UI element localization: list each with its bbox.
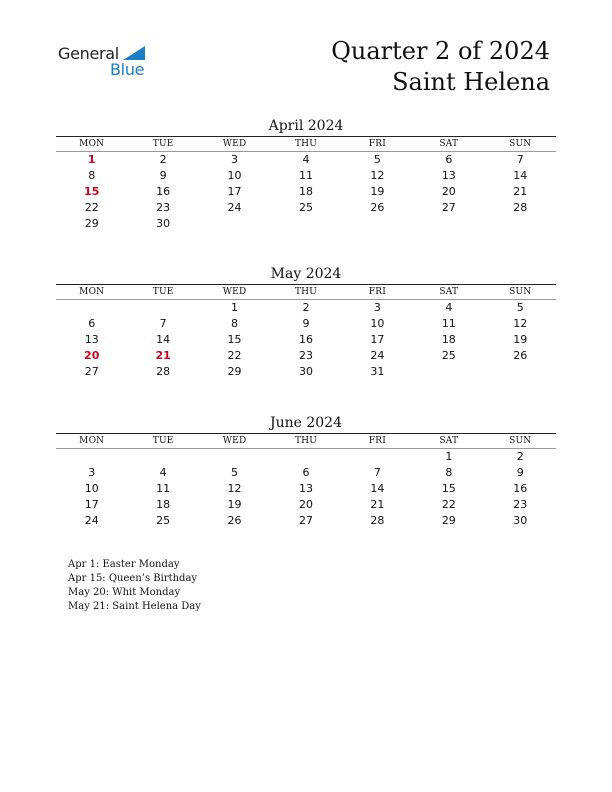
weekday-header-row <box>56 285 556 299</box>
day-cell: 10 <box>370 317 385 330</box>
logo-triangle-icon <box>123 46 145 60</box>
day-cell: 29 <box>84 217 99 230</box>
day-cell: 10 <box>84 482 99 495</box>
month-title: June 2024 <box>269 415 342 431</box>
weekday-label: WED <box>222 436 247 446</box>
day-cell: 19 <box>370 185 385 198</box>
weekday-label: THU <box>294 436 317 446</box>
holiday-day-cell: 1 <box>87 153 96 166</box>
week-row <box>56 332 556 348</box>
empty-day-cell <box>199 449 270 465</box>
weekday-label: FRI <box>368 287 386 297</box>
day-cell: 22 <box>441 498 456 511</box>
day-cell: 11 <box>441 317 456 330</box>
week-row <box>56 200 556 216</box>
calendar-grid <box>56 285 556 380</box>
week-row <box>56 316 556 332</box>
holiday-day-cell: 20 <box>84 349 100 362</box>
month-may <box>56 264 556 380</box>
day-cell: 3 <box>88 466 96 479</box>
logo-text-blue: Blue <box>110 60 145 79</box>
day-cell: 27 <box>84 365 99 378</box>
empty-day-cell <box>342 449 413 465</box>
holiday-note: May 20: Whit Monday <box>68 587 181 598</box>
day-cell: 13 <box>298 482 313 495</box>
day-cell: 11 <box>298 169 313 182</box>
day-cell: 15 <box>441 482 456 495</box>
day-cell: 4 <box>159 466 167 479</box>
day-cell: 16 <box>156 185 171 198</box>
day-cell: 12 <box>227 482 242 495</box>
week-row <box>56 465 556 481</box>
day-cell: 2 <box>516 450 524 463</box>
month-april <box>56 116 556 232</box>
weekday-label: WED <box>222 139 247 149</box>
day-cell: 22 <box>227 349 242 362</box>
day-cell: 14 <box>370 482 385 495</box>
week-row <box>56 481 556 497</box>
day-cell: 19 <box>227 498 242 511</box>
day-cell: 29 <box>441 514 456 527</box>
day-cell: 11 <box>156 482 171 495</box>
day-cell: 9 <box>516 466 524 479</box>
day-cell: 28 <box>370 514 385 527</box>
logo-text-general: General <box>58 44 119 63</box>
calendar-grid <box>56 434 556 529</box>
day-cell: 6 <box>302 466 310 479</box>
day-cell: 10 <box>227 169 242 182</box>
week-row <box>56 449 556 465</box>
weekday-label: MON <box>79 139 105 149</box>
day-cell: 21 <box>370 498 385 511</box>
day-cell: 29 <box>227 365 242 378</box>
day-cell: 1 <box>445 450 453 463</box>
weekday-label: TUE <box>152 139 174 149</box>
weekday-header-row <box>56 137 556 151</box>
day-cell: 26 <box>227 514 242 527</box>
day-cell: 22 <box>84 201 99 214</box>
day-cell: 7 <box>373 466 381 479</box>
day-cell: 8 <box>445 466 453 479</box>
holiday-note: Apr 1: Easter Monday <box>68 559 180 570</box>
day-cell: 25 <box>298 201 313 214</box>
day-cell: 3 <box>373 301 381 314</box>
weekday-label: SAT <box>439 139 459 149</box>
day-cell: 15 <box>227 333 242 346</box>
week-row <box>56 184 556 200</box>
week-row <box>56 364 556 380</box>
weekday-label: MON <box>79 436 105 446</box>
holiday-notes <box>68 558 201 614</box>
day-cell: 5 <box>373 153 381 166</box>
day-cell: 23 <box>156 201 171 214</box>
weekday-label: SUN <box>509 287 532 297</box>
day-cell: 12 <box>513 317 528 330</box>
empty-day-cell <box>413 364 484 380</box>
week-row <box>56 348 556 364</box>
day-cell: 24 <box>84 514 99 527</box>
weekday-header-row <box>56 434 556 448</box>
day-cell: 5 <box>231 466 239 479</box>
empty-day-cell <box>127 449 198 465</box>
weekday-label: SUN <box>509 436 532 446</box>
week-row <box>56 168 556 184</box>
day-cell: 30 <box>513 514 528 527</box>
empty-day-cell <box>56 449 127 465</box>
weekday-label: FRI <box>368 139 386 149</box>
day-cell: 2 <box>302 301 310 314</box>
weekday-label: TUE <box>152 436 174 446</box>
day-cell: 14 <box>156 333 171 346</box>
day-cell: 23 <box>298 349 313 362</box>
day-cell: 17 <box>84 498 99 511</box>
day-cell: 26 <box>513 349 528 362</box>
day-cell: 24 <box>370 349 385 362</box>
day-cell: 24 <box>227 201 242 214</box>
day-cell: 6 <box>88 317 96 330</box>
empty-day-cell <box>199 216 270 232</box>
week-row <box>56 152 556 168</box>
day-cell: 16 <box>513 482 528 495</box>
day-cell: 13 <box>441 169 456 182</box>
day-cell: 1 <box>231 301 239 314</box>
day-cell: 12 <box>370 169 385 182</box>
empty-day-cell <box>270 449 341 465</box>
day-cell: 19 <box>513 333 528 346</box>
weekday-label: TUE <box>152 287 174 297</box>
title-country: Saint Helena <box>392 68 550 96</box>
week-row <box>56 513 556 529</box>
day-cell: 9 <box>159 169 167 182</box>
month-june <box>56 413 556 529</box>
day-cell: 31 <box>370 365 385 378</box>
holiday-note: Apr 15: Queen’s Birthday <box>68 573 198 584</box>
day-cell: 7 <box>159 317 167 330</box>
day-cell: 4 <box>302 153 310 166</box>
day-cell: 6 <box>445 153 453 166</box>
day-cell: 25 <box>156 514 171 527</box>
day-cell: 9 <box>302 317 310 330</box>
day-cell: 17 <box>370 333 385 346</box>
day-cell: 23 <box>513 498 528 511</box>
week-row <box>56 300 556 316</box>
day-cell: 30 <box>298 365 313 378</box>
day-cell: 26 <box>370 201 385 214</box>
day-cell: 20 <box>298 498 313 511</box>
empty-day-cell <box>56 300 127 316</box>
empty-day-cell <box>342 216 413 232</box>
day-cell: 18 <box>156 498 171 511</box>
weekday-label: THU <box>294 287 317 297</box>
day-cell: 5 <box>516 301 524 314</box>
page-title <box>331 36 550 98</box>
day-cell: 30 <box>156 217 171 230</box>
day-cell: 4 <box>445 301 453 314</box>
day-cell: 8 <box>88 169 96 182</box>
day-cell: 16 <box>298 333 313 346</box>
weekday-label: FRI <box>368 436 386 446</box>
weekday-label: SAT <box>439 436 459 446</box>
day-cell: 2 <box>159 153 167 166</box>
title-quarter: Quarter 2 of 2024 <box>331 37 550 65</box>
week-row <box>56 216 556 232</box>
day-cell: 27 <box>441 201 456 214</box>
month-title: May 2024 <box>270 266 342 282</box>
weekday-label: MON <box>79 287 105 297</box>
day-cell: 27 <box>298 514 313 527</box>
day-cell: 3 <box>231 153 239 166</box>
empty-day-cell <box>485 216 556 232</box>
weekday-label: SAT <box>439 287 459 297</box>
week-row <box>56 497 556 513</box>
weekday-label: THU <box>294 139 317 149</box>
day-cell: 25 <box>441 349 456 362</box>
weekday-label: SUN <box>509 139 532 149</box>
holiday-day-cell: 21 <box>155 349 171 362</box>
empty-day-cell <box>127 300 198 316</box>
empty-day-cell <box>413 216 484 232</box>
empty-day-cell <box>485 364 556 380</box>
day-cell: 14 <box>513 169 528 182</box>
day-cell: 13 <box>84 333 99 346</box>
day-cell: 18 <box>298 185 313 198</box>
day-cell: 28 <box>513 201 528 214</box>
day-cell: 28 <box>156 365 171 378</box>
day-cell: 20 <box>441 185 456 198</box>
day-cell: 21 <box>513 185 528 198</box>
weekday-label: WED <box>222 287 247 297</box>
holiday-note: May 21: Saint Helena Day <box>68 601 201 612</box>
empty-day-cell <box>270 216 341 232</box>
holiday-day-cell: 15 <box>84 185 100 198</box>
month-title: April 2024 <box>268 118 344 134</box>
day-cell: 17 <box>227 185 242 198</box>
day-cell: 7 <box>516 153 524 166</box>
day-cell: 8 <box>231 317 239 330</box>
day-cell: 18 <box>441 333 456 346</box>
calendar-grid <box>56 137 556 232</box>
generalblue-logo <box>58 44 158 84</box>
